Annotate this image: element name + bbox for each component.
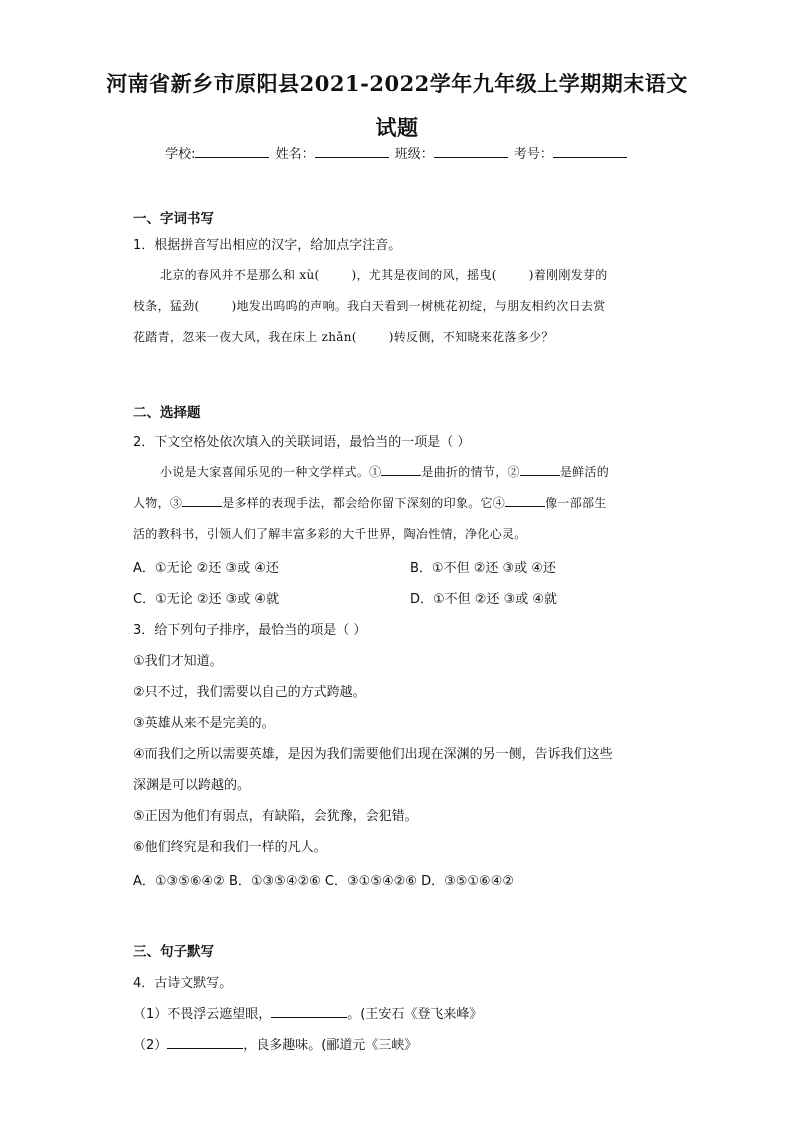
q3-sentence-4-continued: 深渊是可以跨越的。 — [133, 778, 251, 793]
q2-option-c[interactable]: C．①无论 ②还 ③或 ④就 — [133, 592, 280, 607]
q4-line-2: （2） ，良多趣味。(郦道元《三峡》 — [133, 1038, 418, 1053]
q3-sentence-2: ②只不过，我们需要以自己的方式跨越。 — [133, 685, 366, 700]
question-1: 1．根据拼音写出相应的汉字，给加点字注音。 — [133, 238, 402, 253]
q2-passage-line-1: 小说是大家喜闻乐见的一种文学样式。① 是曲折的情节，② 是鲜活的 — [160, 465, 610, 479]
section-heading-3: 三、句子默写 — [133, 944, 214, 960]
student-info-line — [0, 143, 794, 162]
q3-options[interactable]: A．①③⑤⑥④② B．①③⑤④②⑥ C．③①⑤④②⑥ D．③⑤①⑥④② — [133, 874, 514, 889]
q3-sentence-4: ④而我们之所以需要英雄，是因为我们需要他们出现在深渊的另一侧，告诉我们这些 — [133, 747, 613, 762]
poem-blank-2[interactable] — [167, 1037, 243, 1049]
school-blank[interactable] — [195, 145, 269, 158]
poem-blank-1[interactable] — [271, 1006, 347, 1018]
page-title-continued: 试题 — [375, 115, 419, 140]
q2-option-b[interactable]: B．①不但 ②还 ③或 ④还 — [410, 561, 556, 576]
question-4: 4．古诗文默写。 — [133, 976, 233, 991]
q3-sentence-5: ⑤正因为他们有弱点，有缺陷，会犹豫，会犯错。 — [133, 809, 418, 824]
class-label: 班级： — [394, 147, 434, 162]
q1-passage-line-1: 北京的春风并不是那么和 xù( )，尤其是夜间的风，摇曳( )着刚刚发芽的 — [160, 268, 608, 282]
q2-option-d[interactable]: D．①不但 ②还 ③或 ④就 — [410, 592, 558, 607]
q2-passage-line-2: 人物，③ 是多样的表现手法，都会给你留下深刻的印象。它④ 像一部部生 — [133, 496, 607, 510]
fill-blank-2[interactable] — [520, 464, 560, 476]
school-label: 学校: — [165, 147, 196, 162]
q3-sentence-3: ③英雄从来不是完美的。 — [133, 716, 275, 731]
name-blank[interactable] — [315, 145, 389, 158]
fill-blank-3[interactable] — [182, 495, 222, 507]
q2-passage-line-3: 活的教科书，引领人们了解丰富多彩的大千世界，陶冶性情，净化心灵。 — [133, 527, 527, 541]
class-blank[interactable] — [434, 145, 508, 158]
question-3: 3．给下列句子排序，最恰当的项是（ ） — [133, 623, 367, 638]
q2-option-a[interactable]: A．①无论 ②还 ③或 ④还 — [133, 561, 279, 576]
q3-sentence-6: ⑥他们终究是和我们一样的凡人。 — [133, 840, 327, 855]
exam-no-label: 考号： — [513, 147, 553, 162]
fill-blank-1[interactable] — [381, 464, 421, 476]
name-label: 姓名： — [275, 147, 315, 162]
q3-sentence-1: ①我们才知道。 — [133, 654, 223, 669]
fill-blank-4[interactable] — [505, 495, 545, 507]
q4-line-1: （1）不畏浮云遮望眼， 。(王安石《登飞来峰》 — [133, 1007, 483, 1022]
section-heading-1: 一、字词书写 — [133, 211, 214, 227]
section-heading-2: 二、选择题 — [133, 405, 201, 421]
question-2: 2．下文空格处依次填入的关联词语，最恰当的一项是（ ） — [133, 435, 471, 450]
q1-passage-line-3: 花踏青，忽来一夜大风，我在床上 zhǎn( )转反侧，不知晓来花落多少？ — [133, 330, 554, 344]
q1-passage-line-2: 枝条，猛劲( )地发出呜呜的声响。我白天看到一树桃花初绽，与朋友相约次日去赏 — [133, 299, 606, 313]
exam-no-blank[interactable] — [553, 145, 627, 158]
page-title: 河南省新乡市原阳县2021-2022学年九年级上学期期末语文 — [106, 71, 688, 96]
